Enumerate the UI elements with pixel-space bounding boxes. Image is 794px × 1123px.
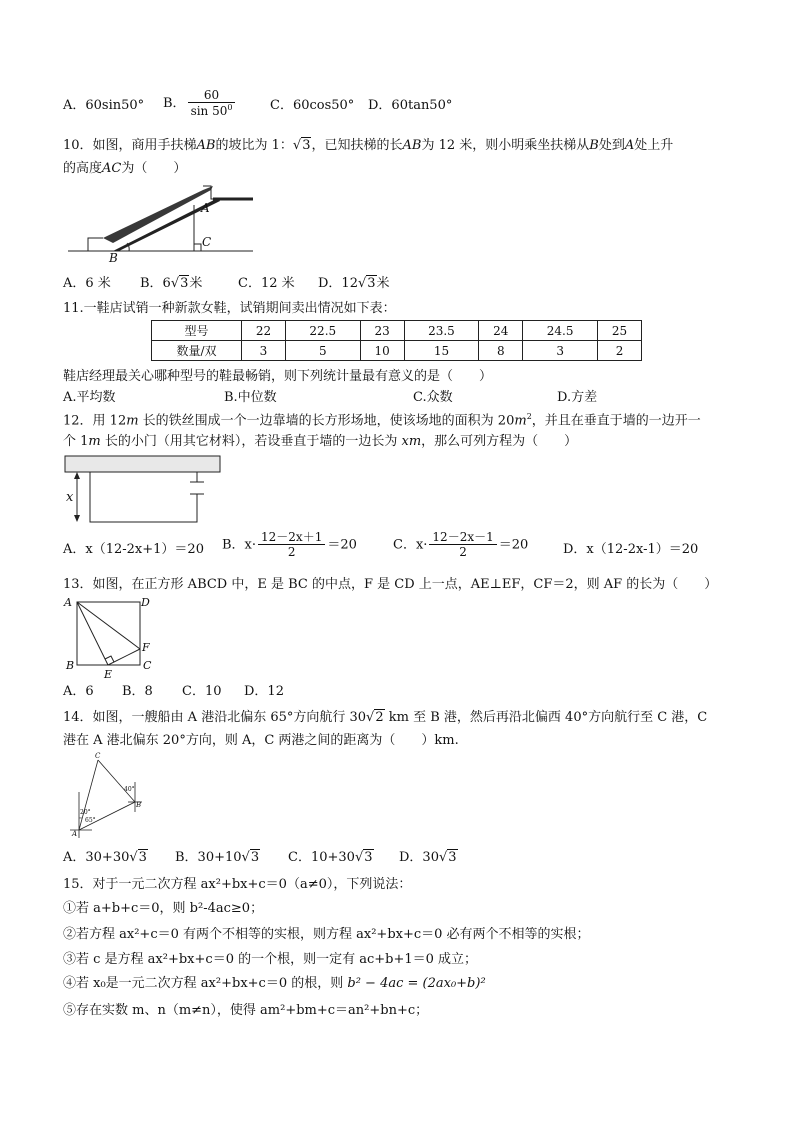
table-cell: 22.5: [285, 321, 360, 341]
q10-option-d: D．12√3米: [318, 276, 390, 291]
q10-fig-label-b: B: [109, 251, 118, 265]
q12-option-c: C．x· $\frac{12-2x-1}{2}$ ＝20: [393, 530, 529, 560]
q9-option-d: D．60tan50°: [368, 98, 453, 113]
table-cell: 22: [242, 321, 286, 341]
q11-stem: 11.一鞋店试销一种新款女鞋，试销期间卖出情况如下表：: [63, 301, 396, 316]
q11-option-b: B.中位数: [224, 390, 277, 405]
q12-field-figure: [63, 454, 223, 526]
q11-question: 鞋店经理最关心哪种型号的鞋最畅销，则下列统计量最有意义的是（ ）: [63, 369, 493, 384]
table-row: [152, 321, 642, 341]
q14-option-c: C．10+30√3: [288, 850, 373, 865]
q10-fig-label-a: A: [201, 201, 210, 215]
q14-fig-angle-65: 65°: [85, 817, 96, 824]
q12-option-b: B．x· $\frac{12-2x+1}{2}$ ＝20: [222, 530, 357, 560]
q14-option-a: A．30+30√3: [63, 850, 147, 865]
q13-stem: 13．如图，在正方形 ABCD 中，E 是 BC 的中点，F 是 CD 上一点，AE⊥EF，CF＝2，则 AF 的长为（ ）: [63, 577, 718, 592]
q12-stem-line2: 个 1m 长的小门（用其它材料），若设垂直于墙的一边长为 xm，那么可列方程为（ ）: [63, 434, 578, 449]
q14-fig-label-c: C: [95, 752, 101, 760]
q15-stem: 15．对于一元二次方程 ax²+bx+c＝0（a≠0），下列说法：: [63, 877, 412, 892]
q14-option-b: B．30+10√3: [175, 850, 260, 865]
table-row: [152, 341, 642, 361]
q14-option-d: D．30√3: [399, 850, 457, 865]
table-cell: 25: [598, 321, 642, 341]
q10-stem-line2: 的高度AC为（ ）: [63, 161, 187, 176]
q14-fig-label-a: A: [72, 830, 78, 838]
q12-stem-line1: 12．用 12m 长的铁丝围成一个一边靠墙的长方形场地，使该场地的面积为 $20m^2$，并且在垂直于墙的一边开一: [63, 412, 701, 429]
q15-statement-1: ①若 a+b+c＝0，则 b²-4ac≥0；: [63, 901, 264, 916]
q14-stem-line1: 14．如图，一艘船由 A 港沿北偏东 65°方向航行 30√2 km 至 B 港，然后再沿北偏西 40°方向航行至 C 港，C: [63, 710, 708, 725]
q14-stem-line2: 港在 A 港北偏东 20°方向，则 A，C 两港之间的距离为（ ）km.: [63, 733, 459, 748]
q11-option-d: D.方差: [557, 390, 598, 405]
table-cell: 23.5: [404, 321, 479, 341]
q13-option-d: D．12: [244, 684, 284, 699]
q13-fig-label-c: C: [143, 659, 152, 672]
q10-fig-label-c: C: [202, 235, 212, 249]
q14-navigation-figure: [62, 752, 152, 842]
table-header-cell: 数量/双: [152, 341, 242, 361]
q10-option-c: C．12 米: [238, 276, 295, 291]
q11-table: [151, 320, 642, 361]
q11-option-a: A.平均数: [63, 390, 116, 405]
q10-option-a: A．6 米: [63, 276, 111, 291]
q9-option-c: C．60cos50°: [270, 98, 355, 113]
q14-fig-angle-20: 20°: [80, 809, 91, 816]
q14-fig-angle-40: 40°: [124, 786, 135, 793]
q12-option-d: D．x（12-2x-1）＝20: [563, 542, 699, 557]
q9-option-a: A．60sin50°: [63, 98, 145, 113]
q13-option-a: A．6: [63, 684, 94, 699]
q10-stem-line1: 10．如图，商用手扶梯AB的坡比为 1：√3，已知扶梯的长AB为 12 米，则小明乘坐扶梯从B处到A处上升: [63, 138, 674, 153]
q10-escalator-figure: [63, 183, 263, 263]
table-cell: 2: [598, 341, 642, 361]
q10-option-b: B．6√3米: [140, 276, 203, 291]
q13-option-c: C．10: [182, 684, 222, 699]
table-cell: 10: [360, 341, 404, 361]
q12-fig-label-x: x: [66, 490, 74, 505]
q13-fig-label-f: F: [142, 641, 150, 654]
table-cell: 5: [285, 341, 360, 361]
table-cell: 8: [479, 341, 523, 361]
table-cell: 23: [360, 321, 404, 341]
table-header-cell: 型号: [152, 321, 242, 341]
table-cell: 15: [404, 341, 479, 361]
q15-statement-5: ⑤存在实数 m、n（m≠n），使得 am²+bm+c＝an²+bn+c；: [63, 1003, 429, 1018]
q12-option-a: A．x（12-2x+1）＝20: [63, 542, 204, 557]
q13-fig-label-e: E: [104, 668, 113, 681]
q15-statement-4: ④若 x₀是一元二次方程 ax²+bx+c＝0 的根，则 b² − 4ac = (2ax₀+b)²: [63, 976, 486, 991]
q11-option-c: C.众数: [413, 390, 453, 405]
q13-fig-label-d: D: [141, 596, 150, 609]
table-cell: 3: [523, 341, 598, 361]
q9-option-b: B． $\frac{60}{\sin 50^0}$: [163, 88, 237, 119]
q13-fig-label-b: B: [66, 659, 75, 672]
q13-fig-label-a: A: [64, 596, 72, 609]
table-cell: 24.5: [523, 321, 598, 341]
q15-statement-2: ②若方程 ax²+c＝0 有两个不相等的实根，则方程 ax²+bx+c＝0 必有两个不相等的实根；: [63, 927, 590, 942]
q13-option-b: B．8: [122, 684, 153, 699]
q14-fig-label-b: B: [136, 801, 142, 809]
table-cell: 3: [242, 341, 286, 361]
table-cell: 24: [479, 321, 523, 341]
q15-statement-3: ③若 c 是方程 ax²+bx+c＝0 的一个根，则一定有 ac+b+1＝0 成立；: [63, 952, 478, 967]
